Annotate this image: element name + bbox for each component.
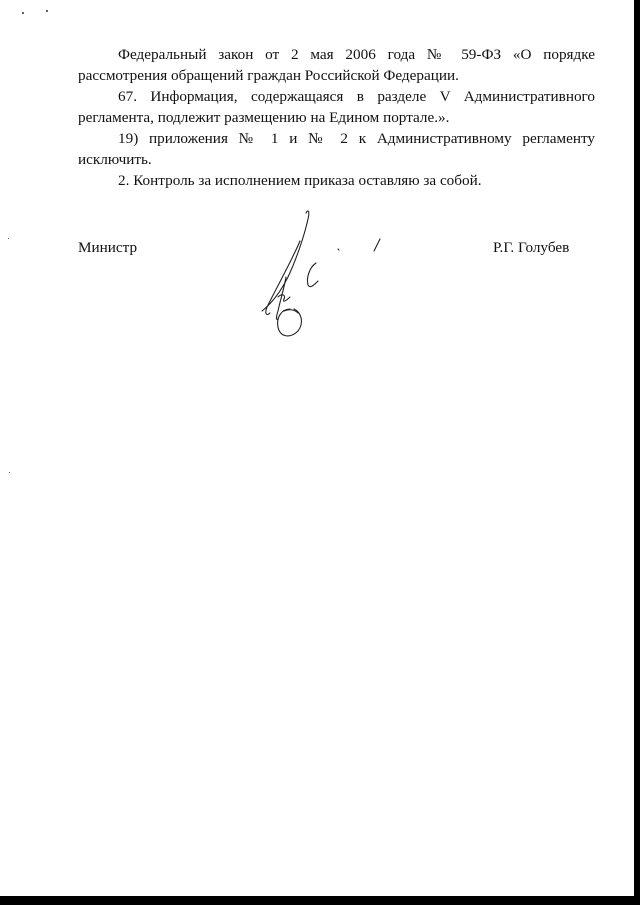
- paragraph-federal-law: Федеральный закон от 2 мая 2006 года № 59-ФЗ «О порядке рассмотрения обращений граждан Российской Федерации.: [78, 46, 595, 84]
- signer-position: Министр: [78, 239, 138, 256]
- scan-border-right: [634, 0, 640, 905]
- scan-speck: [8, 238, 9, 239]
- handwritten-signature: [248, 205, 388, 350]
- scan-border-bottom: [0, 896, 640, 905]
- scan-speck: [22, 12, 24, 14]
- signer-name: Р.Г. Голубев: [493, 239, 570, 256]
- paragraph-item-19: 19) приложения № 1 и № 2 к Административному регламенту исключить.: [78, 130, 595, 168]
- paragraph-control: 2. Контроль за исполнением приказа оставляю за собой.: [118, 172, 482, 189]
- scan-speck: [9, 472, 10, 473]
- paragraph-item-67: 67. Информация, содержащаяся в разделе V Административного регламента, подлежит размещению на Едином портале.».: [78, 88, 595, 126]
- document-body: [78, 44, 595, 191]
- scan-speck: [46, 10, 48, 12]
